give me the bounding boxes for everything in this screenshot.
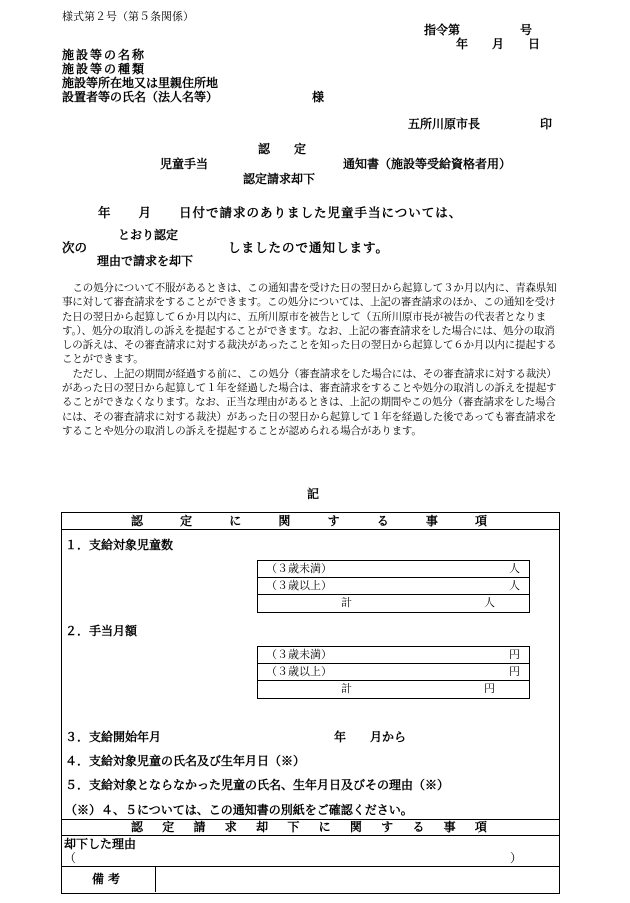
title-notice-type: 通知書（施設等受給資格者用） [343, 157, 512, 171]
divider [257, 577, 529, 578]
record-marker: 記 [307, 487, 320, 501]
item-4-child-names: ４．支給対象児童の氏名及び生年月日（※） [65, 754, 306, 768]
children-over3-label: （３歳以上） [266, 579, 332, 592]
children-under3-label: （３歳未満） [266, 562, 332, 575]
amount-total-label: 計 [341, 682, 352, 695]
notice-line-1: 年 月 日付で請求のありました児童手当については、 [98, 205, 463, 220]
divider [155, 866, 156, 892]
item-2-monthly-amount: ２．手当月額 [65, 624, 138, 638]
approval-section-heading: 認 定 に 関 す る 事 項 [131, 514, 487, 528]
notice-option-reject: 理由で請求を却下 [97, 254, 194, 268]
issue-date: 年 月 日 [456, 37, 541, 51]
appeal-paragraph-1: この処分について不服があるときは、この通知書を受けた日の翌日から起算して３か月以内に、青森県知事に対して審査請求をすることができます。この処分については、上記の審査請求のほか、この通知を受けた日の翌日から起算して６か月以内に、五所川原市を被告として（五所川原市長が被告の代表者となります。）、処分の取消しの訴えを提起することができます。なお、上記の審査請求をした場合には、処分の取消しの訴えは、その審査請求に対する裁決があったことを知った日の翌日から起算して６か月以内に提起することができます。 [62, 282, 557, 366]
amount-over3-unit: 円 [509, 665, 520, 678]
rejection-section-heading: 認 定 請 求 却 下 に 関 す る 事 項 [131, 820, 487, 834]
amount-over3-label: （３歳以上） [266, 665, 332, 678]
rejection-reason-close-paren: ） [510, 851, 523, 865]
title-child-allowance: 児童手当 [160, 157, 209, 171]
facility-name-label: 施設等の名称 [62, 48, 147, 62]
appeal-paragraph-2: ただし、上記の期間が経過する前に、この処分（審査請求をした場合には、その審査請求に対する裁決）があった日の翌日から起算して１年を経過した場合は、審査請求をすることや処分の取消しの訴えを提起することができなくなります。なお、正当な理由があるときは、上記の期間やこの処分（審査請求をした場合には、その審査請求に対する裁決）があった日の翌日から起算して１年を経過した後であっても審査請求をすることや処分の取消しの訴えを提起することが認められる場合があります。 [62, 367, 557, 437]
notice-option-approve: とおり認定 [118, 228, 179, 242]
item-3-start-month: ３．支給開始年月 [65, 730, 162, 744]
attachment-note: （※）４、５については、この通知書の別紙をご確認ください。 [65, 803, 413, 817]
divider [257, 680, 529, 681]
order-number: 指令第 号 [424, 23, 533, 37]
title-approve-option: 認 定 [258, 142, 307, 156]
title-reject-option: 認定請求却下 [243, 172, 316, 186]
item-5-excluded-children: ５．支給対象とならなかった児童の氏名、生年月日及びその理由（※） [65, 778, 450, 792]
children-under3-unit: 人 [509, 562, 520, 575]
amount-under3-unit: 円 [509, 648, 520, 661]
children-over3-unit: 人 [509, 579, 520, 592]
children-total-label: 計 [341, 596, 352, 609]
issuer-title: 五所川原市長 [408, 117, 481, 131]
rejection-reason-label: 却下した理由 [64, 837, 137, 851]
form-number: 様式第２号（第５条関係） [62, 10, 194, 23]
divider [257, 663, 529, 664]
children-total-unit: 人 [484, 596, 495, 609]
founder-name-label: 設置者等の氏名（法人名等） [62, 90, 219, 104]
divider [61, 529, 559, 530]
divider [257, 594, 529, 595]
rejection-reason-open-paren: （ [64, 851, 77, 865]
appeal-instructions [62, 281, 562, 438]
facility-type-label: 施設等の種類 [62, 62, 147, 76]
divider [61, 835, 559, 836]
amount-total-unit: 円 [484, 682, 495, 695]
notice-next-suffix: しましたので通知します。 [228, 240, 390, 255]
notice-next-prefix: 次の [62, 240, 88, 255]
item-1-children-count: １．支給対象児童数 [65, 538, 174, 552]
item-3-start-date: 年 月から [334, 730, 407, 744]
issuer-seal: 印 [540, 117, 553, 131]
remarks-label: 備考 [92, 872, 125, 886]
honorific: 様 [312, 90, 325, 104]
facility-address-label: 施設等所在地又は里親住所地 [62, 76, 219, 90]
divider [61, 866, 559, 867]
amount-under3-label: （３歳未満） [266, 648, 332, 661]
